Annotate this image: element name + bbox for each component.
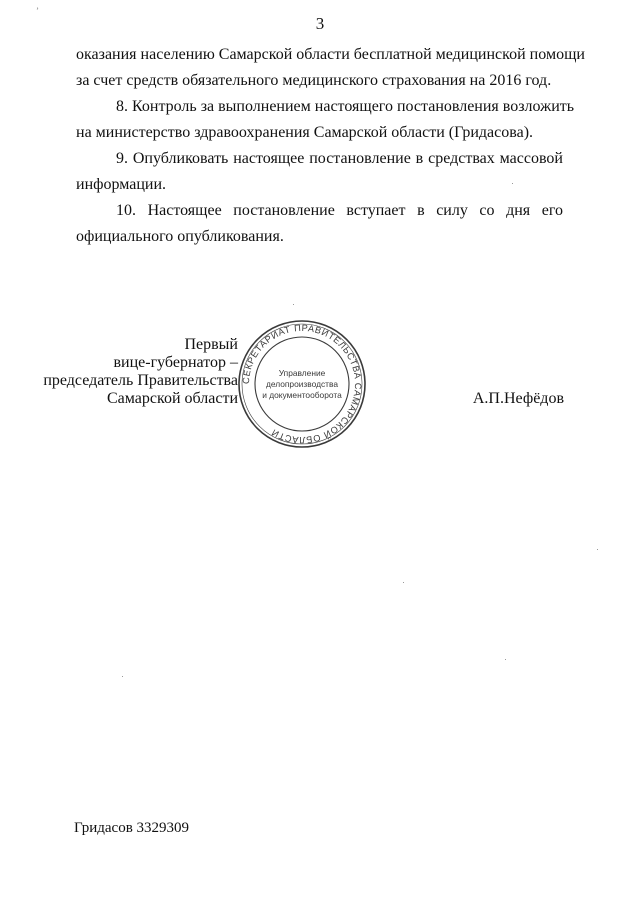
seal-center-line: Управление	[278, 368, 326, 378]
text-line: информации.	[76, 176, 167, 193]
position-line: председатель Правительства	[43, 372, 238, 389]
scan-speck	[403, 582, 404, 583]
text-line: за счет средств обязательного медицинского страхования на 2016 год.	[76, 72, 552, 89]
scan-speck	[505, 659, 506, 660]
position-line: Первый	[184, 336, 238, 353]
paragraph-item-8	[76, 94, 575, 146]
paragraph-item-10	[76, 198, 563, 250]
paragraph-continuation	[76, 42, 585, 94]
official-stamp-seal	[236, 318, 368, 450]
text-line: оказания населению Самарской области бесплатной медицинской помощи	[76, 46, 585, 63]
paragraph-item-9	[76, 146, 563, 198]
scan-corner-mark: ʼ	[36, 6, 39, 16]
position-line: Самарской области	[107, 390, 238, 407]
position-line: вице-губернатор –	[113, 354, 238, 371]
scan-speck	[122, 676, 123, 677]
scan-speck	[512, 183, 513, 184]
text-line: 8. Контроль за выполнением настоящего постановления возложить	[116, 98, 575, 115]
signatory-position	[43, 336, 238, 408]
seal-ring-text: СЕКРЕТАРИАТ ПРАВИТЕЛЬСТВА САМАРСКОЙ ОБЛАСТИ	[240, 322, 364, 446]
executor-footer: Гридасов 3329309	[74, 820, 190, 836]
seal-center-line: делопроизводства	[265, 379, 339, 389]
text-line: официального опубликования.	[76, 228, 284, 245]
seal-center-line: и документооборота	[262, 390, 342, 400]
text-line: 9. Опубликовать настоящее постановление в средствах массовой	[116, 150, 563, 167]
text-line: на министерство здравоохранения Самарской области (Гридасова).	[76, 124, 534, 141]
text-line: 10. Настоящее постановление вступает в силу со дня его	[116, 202, 563, 219]
scan-speck	[597, 549, 598, 550]
scan-speck	[293, 304, 294, 305]
page-number: 3	[315, 14, 325, 33]
signatory-name: А.П.Нефёдов	[472, 390, 564, 407]
